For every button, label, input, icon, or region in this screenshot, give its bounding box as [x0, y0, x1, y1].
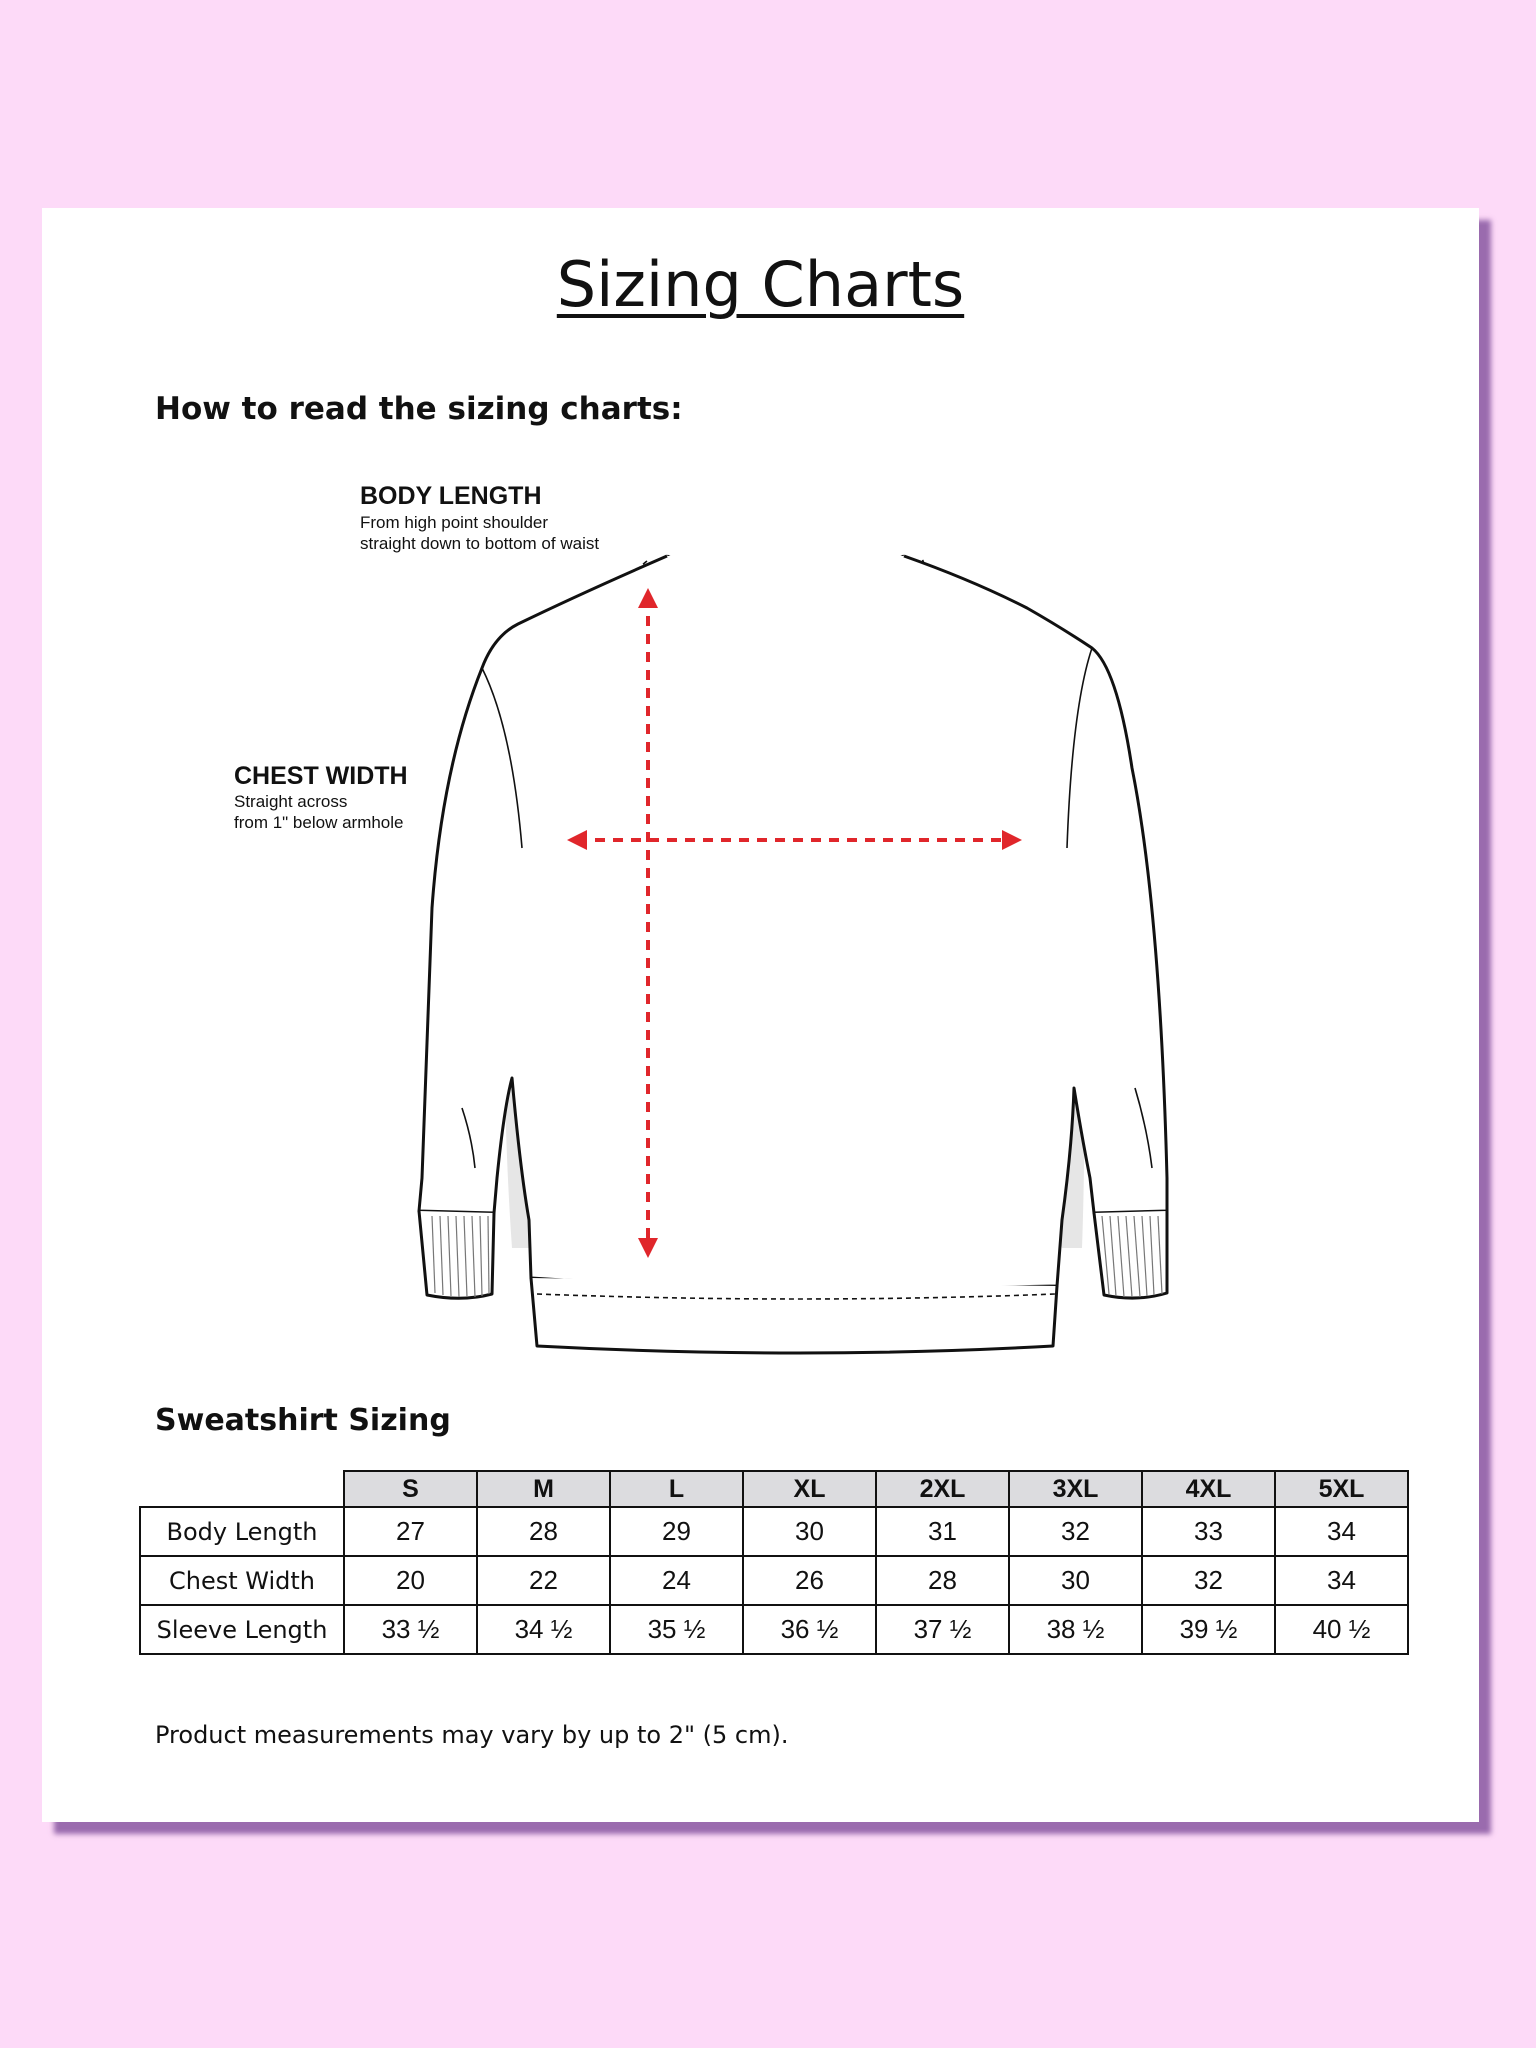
table-cell: 27 [344, 1507, 477, 1556]
table-cell: 26 [743, 1556, 876, 1605]
table-cell: 28 [477, 1507, 610, 1556]
table-cell: 29 [610, 1507, 743, 1556]
table-cell: 36 ½ [743, 1605, 876, 1654]
table-cell: 40 ½ [1275, 1605, 1408, 1654]
size-header: XL [743, 1471, 876, 1507]
table-cell: 38 ½ [1009, 1605, 1142, 1654]
table-cell: 22 [477, 1556, 610, 1605]
howto-heading: How to read the sizing charts: [155, 391, 683, 427]
body-length-line2: straight down to bottom of waist [360, 534, 600, 553]
sweatshirt-outline-icon [419, 556, 1167, 1353]
size-header: M [477, 1471, 610, 1507]
table-title: Sweatshirt Sizing [155, 1403, 451, 1438]
row-label: Chest Width [140, 1556, 344, 1605]
measurement-note: Product measurements may vary by up to 2" (5 cm). [155, 1721, 789, 1749]
size-header-row [140, 1471, 1408, 1507]
size-header: S [344, 1471, 477, 1507]
page-title: Sizing Charts [556, 248, 965, 321]
table-cell: 20 [344, 1556, 477, 1605]
table-cell: 30 [743, 1507, 876, 1556]
table-row-sleeve-length [140, 1605, 1408, 1654]
table-cell: 34 [1275, 1556, 1408, 1605]
table-cell: 30 [1009, 1556, 1142, 1605]
size-header: 3XL [1009, 1471, 1142, 1507]
corner-cell [140, 1471, 344, 1507]
chest-width-line1: Straight across [234, 792, 348, 811]
table-cell: 37 ½ [876, 1605, 1009, 1654]
sizing-table [139, 1470, 1409, 1655]
row-label: Sleeve Length [140, 1605, 344, 1654]
table-cell: 34 ½ [477, 1605, 610, 1654]
body-length-line1: From high point shoulder [360, 513, 549, 532]
table-row-chest-width [140, 1556, 1408, 1605]
table-cell: 33 [1142, 1507, 1275, 1556]
table-cell: 28 [876, 1556, 1009, 1605]
table-cell: 34 [1275, 1507, 1408, 1556]
table-cell: 31 [876, 1507, 1009, 1556]
size-header: 2XL [876, 1471, 1009, 1507]
size-header: 4XL [1142, 1471, 1275, 1507]
chest-width-title: CHEST WIDTH [234, 762, 408, 790]
size-header: L [610, 1471, 743, 1507]
table-cell: 24 [610, 1556, 743, 1605]
table-cell: 33 ½ [344, 1605, 477, 1654]
body-length-title: BODY LENGTH [360, 482, 542, 510]
size-header: 5XL [1275, 1471, 1408, 1507]
table-row-body-length [140, 1507, 1408, 1556]
row-label: Body Length [140, 1507, 344, 1556]
table-cell: 35 ½ [610, 1605, 743, 1654]
table-cell: 39 ½ [1142, 1605, 1275, 1654]
table-cell: 32 [1009, 1507, 1142, 1556]
table-cell: 32 [1142, 1556, 1275, 1605]
chest-width-line2: from 1" below armhole [234, 813, 404, 832]
sizing-sheet [42, 208, 1479, 1822]
